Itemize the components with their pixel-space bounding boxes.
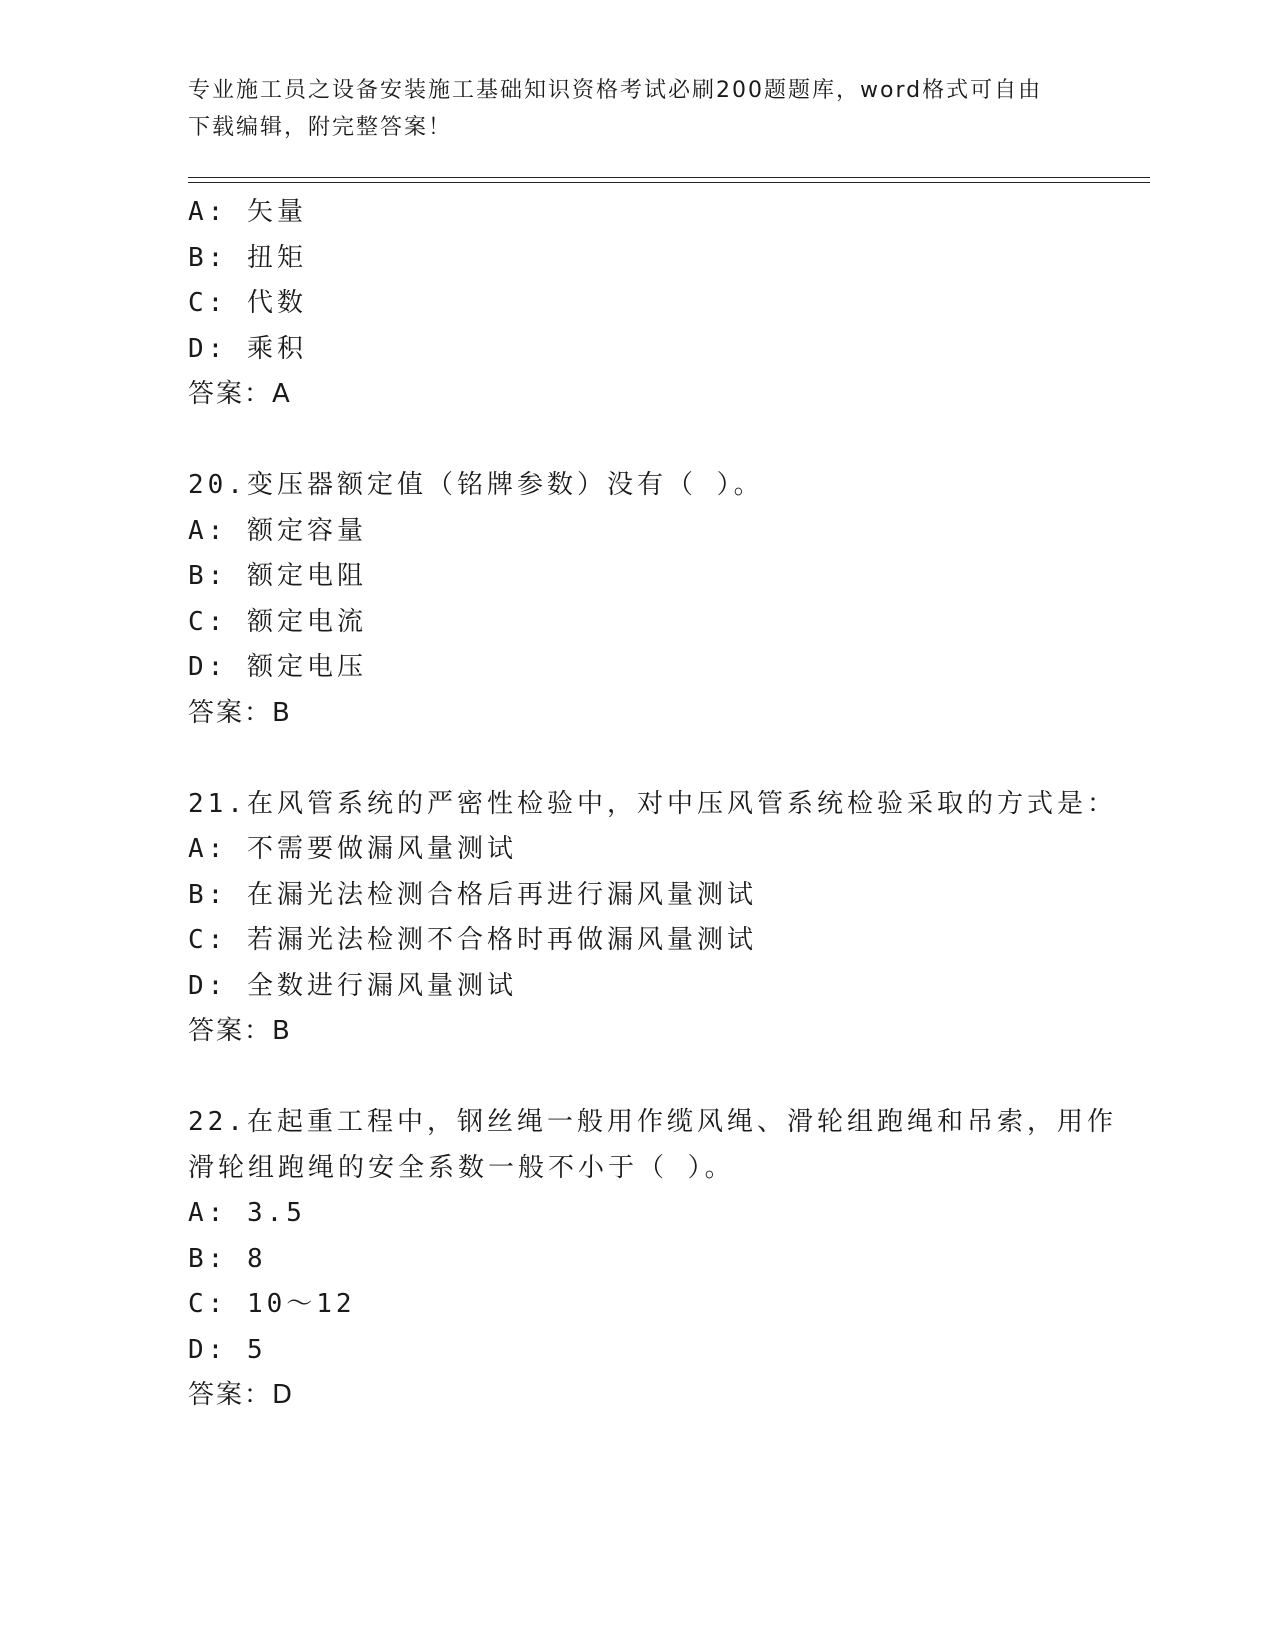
header-rule-bottom <box>188 182 1150 183</box>
option-a: A: 矢量 <box>188 197 307 227</box>
answer: 答案：D <box>188 1380 295 1410</box>
header-line-2: 下载编辑，附完整答案！ <box>188 115 453 140</box>
question-21 <box>188 782 1117 1055</box>
option-a: A: 不需要做漏风量测试 <box>188 834 517 864</box>
option-d: D: 5 <box>188 1334 267 1365</box>
option-d: D: 全数进行漏风量测试 <box>188 970 517 1001</box>
header-rule-top <box>188 177 1150 178</box>
option-d: D: 额定电压 <box>188 652 367 682</box>
option-c: C: 额定电流 <box>188 606 367 637</box>
option-a: A: 3.5 <box>188 1198 306 1228</box>
question-stem: 20.变压器额定值（铭牌参数）没有（ ）。 <box>188 470 764 500</box>
option-b: B: 8 <box>188 1243 267 1274</box>
option-c: C: 若漏光法检测不合格时再做漏风量测试 <box>188 925 757 955</box>
question-list <box>188 190 1117 1419</box>
option-b: B: 扭矩 <box>188 242 307 273</box>
option-c: C: 10～12 <box>188 1289 356 1319</box>
document-header <box>188 72 1088 146</box>
spacer <box>188 736 1088 782</box>
question-19 <box>188 190 1088 418</box>
option-a: A: 额定容量 <box>188 515 367 546</box>
question-stem: 21.在风管系统的严密性检验中，对中压风管系统检验采取的方式是： <box>188 788 1117 819</box>
question-stem-line-2: 滑轮组跑绳的安全系数一般不小于（ ）。 <box>188 1152 735 1183</box>
answer: 答案：B <box>188 1016 292 1046</box>
option-b: B: 在漏光法检测合格后再进行漏风量测试 <box>188 879 757 910</box>
spacer <box>188 418 1088 464</box>
header-line-1: 专业施工员之设备安装施工基础知识资格考试必刷200题题库，word格式可自由 <box>188 78 1043 103</box>
question-stem-line-1: 22.在起重工程中，钢丝绳一般用作缆风绳、滑轮组跑绳和吊索，用作 <box>188 1107 1117 1137</box>
option-d: D: 乘积 <box>188 333 307 364</box>
question-20 <box>188 463 1088 736</box>
option-c: C: 代数 <box>188 288 307 318</box>
answer: 答案：A <box>188 379 292 409</box>
question-22 <box>188 1100 1117 1419</box>
answer: 答案：B <box>188 697 292 728</box>
spacer <box>188 1055 1088 1101</box>
option-b: B: 额定电阻 <box>188 561 367 591</box>
